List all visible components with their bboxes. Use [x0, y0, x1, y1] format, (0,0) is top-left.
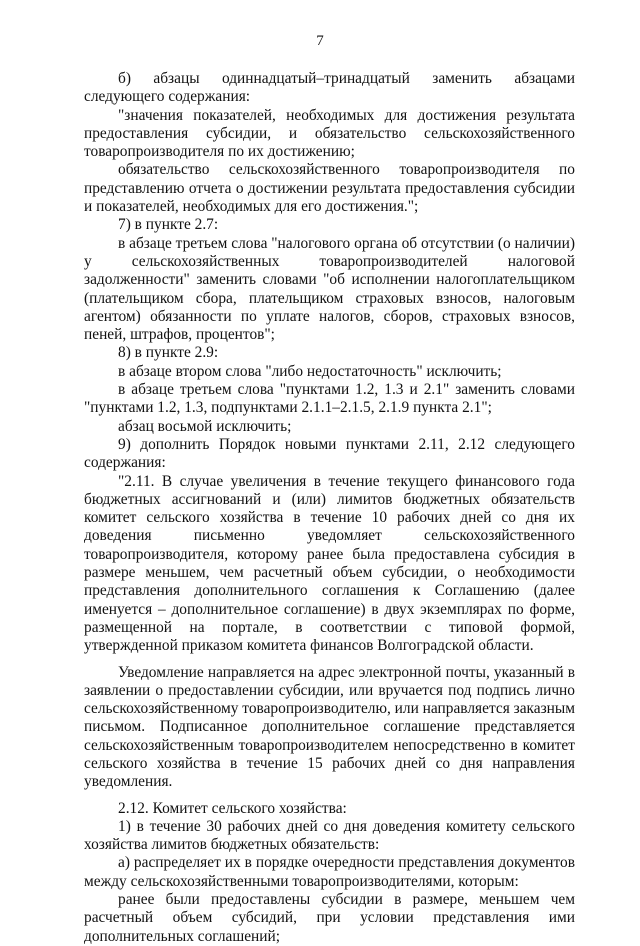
paragraph: абзац восьмой исключить; — [118, 417, 292, 435]
paragraph: 7) в пункте 2.7: — [118, 216, 219, 234]
page-number: 7 — [316, 33, 324, 49]
paragraph: 9) дополнить Порядок новыми пунктами 2.11, 2.12 следующего содержания: — [84, 435, 575, 472]
paragraph: в абзаце третьем слова "налогового органа об отсутствии (о наличии) у сельскохозяйственных товаропроизводителей налоговой задолженности" заменить словами "об исполнении налогоплательщиком (плательщиком сбора, плательщиком страховых взносов, налоговым агентом) обязанности по уплате налогов, сборов, страховых взносов, пеней, штрафов, процентов"; — [84, 234, 575, 344]
document-body — [84, 70, 575, 946]
paragraph: "значения показателей, необходимых для достижения результата предоставления субсидии, и обязательство сельскохозяйственного товаропроизводителя по их достижению; — [84, 106, 575, 161]
paragraph: обязательство сельскохозяйственного товаропроизводителя по представлению отчета о достижении результата предоставления субсидии и показателей, необходимых для его достижения."; — [84, 161, 575, 216]
paragraph: "2.11. В случае увеличения в течение текущего финансового года бюджетных ассигнований и (или) лимитов бюджетных обязательств комитет сельского хозяйства в течение 10 рабочих дней со дня их доведения письменно уведомляет сельскохозяйственного товаропроизводителя, которому ранее была предоставлена субсидия в размере меньшем, чем расчетный объем субсидии, о необходимости представления дополнительного соглашения к Соглашению (далее именуется – дополнительное соглашение) в двух экземплярах по форме, размещенной на портале, в соответствии с типовой формой, утвержденной приказом комитета финансов Волгоградской области. — [84, 472, 575, 655]
paragraph: в абзаце третьем слова "пунктами 1.2, 1.3 и 2.1" заменить словами "пунктами 1.2, 1.3, подпунктами 2.1.1–2.1.5, 2.1.9 пункта 2.1"; — [84, 381, 575, 417]
paragraph: ранее были предоставлены субсидии в размере, меньшем чем расчетный объем субсидий, при условии представления ими дополнительных соглашений; — [84, 891, 575, 945]
paragraph: 2.12. Комитет сельского хозяйства: — [118, 799, 347, 817]
paragraph: в абзаце втором слова "либо недостаточность" исключить; — [118, 362, 502, 380]
paragraph: 1) в течение 30 рабочих дней со дня доведения комитету сельского хозяйства лимитов бюджетных обязательств: — [84, 817, 575, 854]
paragraph: Уведомление направляется на адрес электронной почты, указанный в заявлении о предоставлении субсидии, или вручается под подпись лично сельскохозяйственному товаропроизводителю, или направляется заказным письмом. Подписанное дополнительное соглашение представляется сельскохозяйственным товаропроизводителем непосредственно в комитет сельского хозяйства в течение 15 рабочих дней со дня направления уведомления. — [84, 663, 576, 791]
paragraph: б) абзацы одиннадцатый–тринадцатый заменить абзацами следующего содержания: — [84, 70, 575, 106]
paragraph: 8) в пункте 2.9: — [118, 344, 219, 362]
paragraph: а) распределяет их в порядке очередности представления документов между сельскохозяйственными товаропроизводителями, которым: — [84, 854, 575, 890]
